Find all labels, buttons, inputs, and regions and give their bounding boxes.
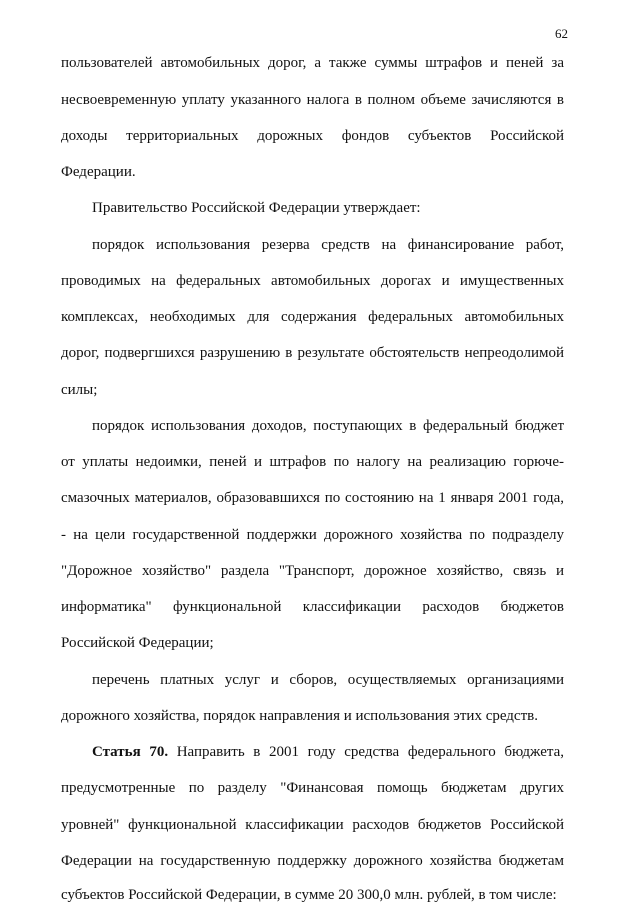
text-line: дорог, подвергшихся разрушению в результате обстоятельств непреодолимой bbox=[61, 345, 564, 361]
text-line: комплексах, необходимых для содержания федеральных автомобильных bbox=[61, 309, 564, 325]
text-line: Федерации на государственную поддержку дорожного хозяйства бюджетам bbox=[61, 853, 564, 869]
text-line: доходы территориальных дорожных фондов субъектов Российской bbox=[61, 128, 564, 144]
text-line: уровней" функциональной классификации расходов бюджетов Российской bbox=[61, 817, 564, 833]
text-line: Правительство Российской Федерации утверждает: bbox=[92, 200, 421, 216]
text-line: смазочных материалов, образовавшихся по состоянию на 1 января 2001 года, bbox=[61, 490, 564, 506]
text-line: "Дорожное хозяйство" раздела "Транспорт, дорожное хозяйство, связь и bbox=[61, 563, 564, 579]
text-line: силы; bbox=[61, 382, 98, 398]
text-line: несвоевременную уплату указанного налога в полном объеме зачисляются в bbox=[61, 92, 564, 108]
text-line: Российской Федерации; bbox=[61, 635, 214, 651]
text-line: порядок использования доходов, поступающих в федеральный бюджет bbox=[92, 418, 564, 434]
text-line: субъектов Российской Федерации, в сумме 20 300,0 млн. рублей, в том числе: bbox=[61, 887, 557, 903]
text-line: от уплаты недоимки, пеней и штрафов по налогу на реализацию горюче- bbox=[61, 454, 564, 470]
article-text: Направить в 2001 году средства федерального бюджета, bbox=[176, 744, 565, 760]
text-line: предусмотренные по разделу "Финансовая помощь бюджетам других bbox=[61, 780, 564, 796]
text-line: Федерации. bbox=[61, 164, 136, 180]
article-label: Статья 70. bbox=[92, 744, 169, 760]
text-line: информатика" функциональной классификации расходов бюджетов bbox=[61, 599, 564, 615]
text-line: перечень платных услуг и сборов, осуществляемых организациями bbox=[92, 672, 564, 688]
article-line bbox=[92, 743, 564, 761]
text-line: дорожного хозяйства, порядок направления и использования этих средств. bbox=[61, 708, 538, 724]
text-line: проводимых на федеральных автомобильных дорогах и имущественных bbox=[61, 273, 564, 289]
text-line: - на цели государственной поддержки дорожного хозяйства по подразделу bbox=[61, 527, 564, 543]
text-line: пользователей автомобильных дорог, а также суммы штрафов и пеней за bbox=[61, 55, 564, 71]
page-number: 62 bbox=[555, 26, 568, 41]
text-line: порядок использования резерва средств на финансирование работ, bbox=[92, 237, 564, 253]
